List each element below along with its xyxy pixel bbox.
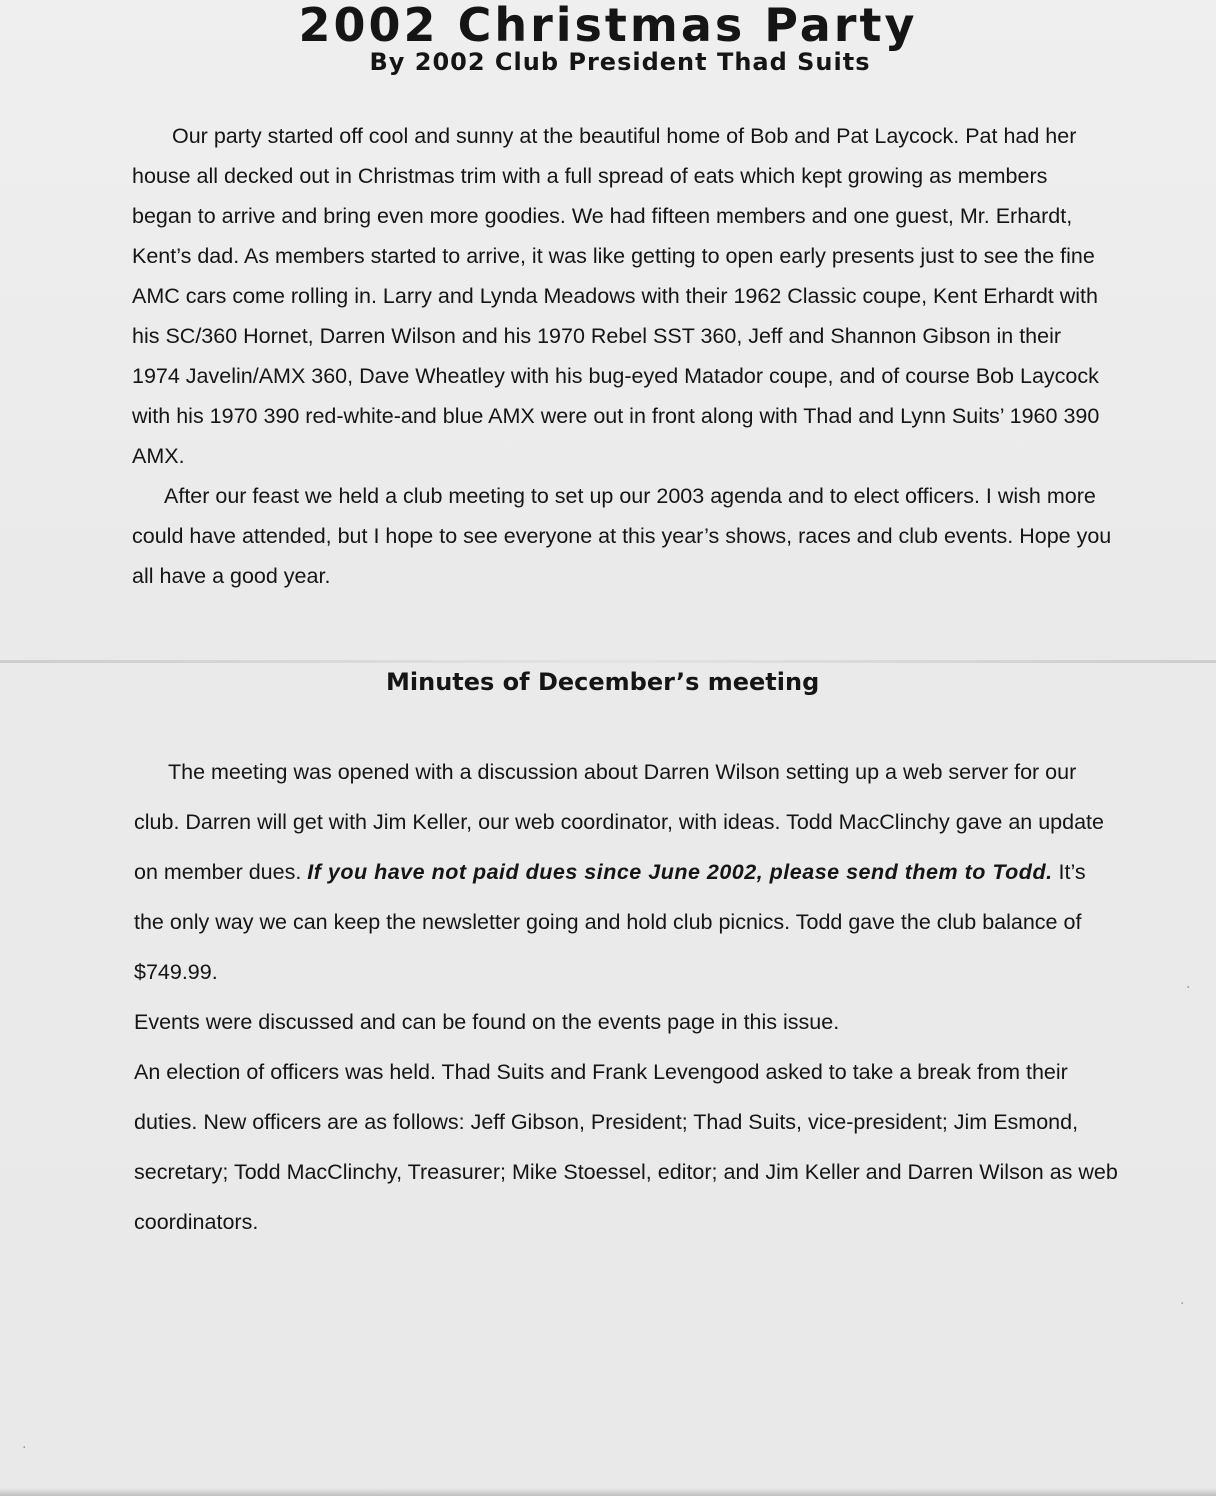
party-paragraph-1: Our party started off cool and sunny at the beautiful home of Bob and Pat Laycock. Pat had her house all decked out in Christmas trim with a full spread of eats which kept growing as members began to arrive and bring even more goodies. We had fifteen members and one guest, Mr. Erhardt, Kent’s dad. As members started to arrive, it was like getting to open early presents just to see the fine AMC cars come rolling in. Larry and Lynda Meadows with their 1962 Classic coupe, Kent Erhardt with his SC/360 Hornet, Darren Wilson and his 1970 Rebel SST 360, Jeff and Shannon Gibson in their 1974 Javelin/AMX 360, Dave Wheatley with his bug-eyed Matador coupe, and of course Bob Laycock with his 1970 390 red-white-and blue AMX were out in front along with Thad and Lynn Suits’ 1960 390 AMX. <box>132 124 1100 468</box>
byline: By 2002 Club President Thad Suits <box>369 48 871 76</box>
paper-fold-line <box>0 660 1216 663</box>
paper-speck: · <box>22 1440 27 1456</box>
dues-reminder: If you have not paid dues since June 2002, please send them to Todd. <box>307 860 1053 884</box>
page-edge-shadow <box>0 1488 1216 1496</box>
paper-speck: · <box>1186 980 1191 996</box>
party-paragraph-2: After our feast we held a club meeting to set up our 2003 agenda and to elect officers. I wish more could have attended, but I hope to see everyone at this year’s shows, races and club events. Hope you all have a good year. <box>132 484 1112 588</box>
minutes-text-part-1: The meeting was opened with a discussion about Darren Wilson setting up a web server for our club. Darren will get with Jim Keller, our web coordinator, with ideas. Todd MacClinchy gave an update on member dues. <box>134 760 1104 884</box>
page-title: 2002 Christmas Party <box>298 0 918 52</box>
minutes-article <box>134 747 1119 1247</box>
minutes-paragraph-1 <box>134 747 1119 997</box>
paper-speck: · <box>1180 1296 1185 1312</box>
party-article <box>132 116 1112 596</box>
minutes-paragraph-3: An election of officers was held. Thad Suits and Frank Levengood asked to take a break from their duties. New officers are as follows: Jeff Gibson, President; Thad Suits, vice-president; Jim Esmond, secretary; Todd MacClinchy, Treasurer; Mike Stoessel, editor; and Jim Keller and Darren Wilson as web coordinators. <box>134 1060 1118 1234</box>
minutes-heading: Minutes of December’s meeting <box>386 668 820 696</box>
minutes-text-part-2: It’s the only way we can keep the newsletter going and hold club picnics. Todd gave the club balance of $749.99. <box>134 860 1086 984</box>
minutes-paragraph-2: Events were discussed and can be found on the events page in this issue. <box>134 1010 840 1034</box>
